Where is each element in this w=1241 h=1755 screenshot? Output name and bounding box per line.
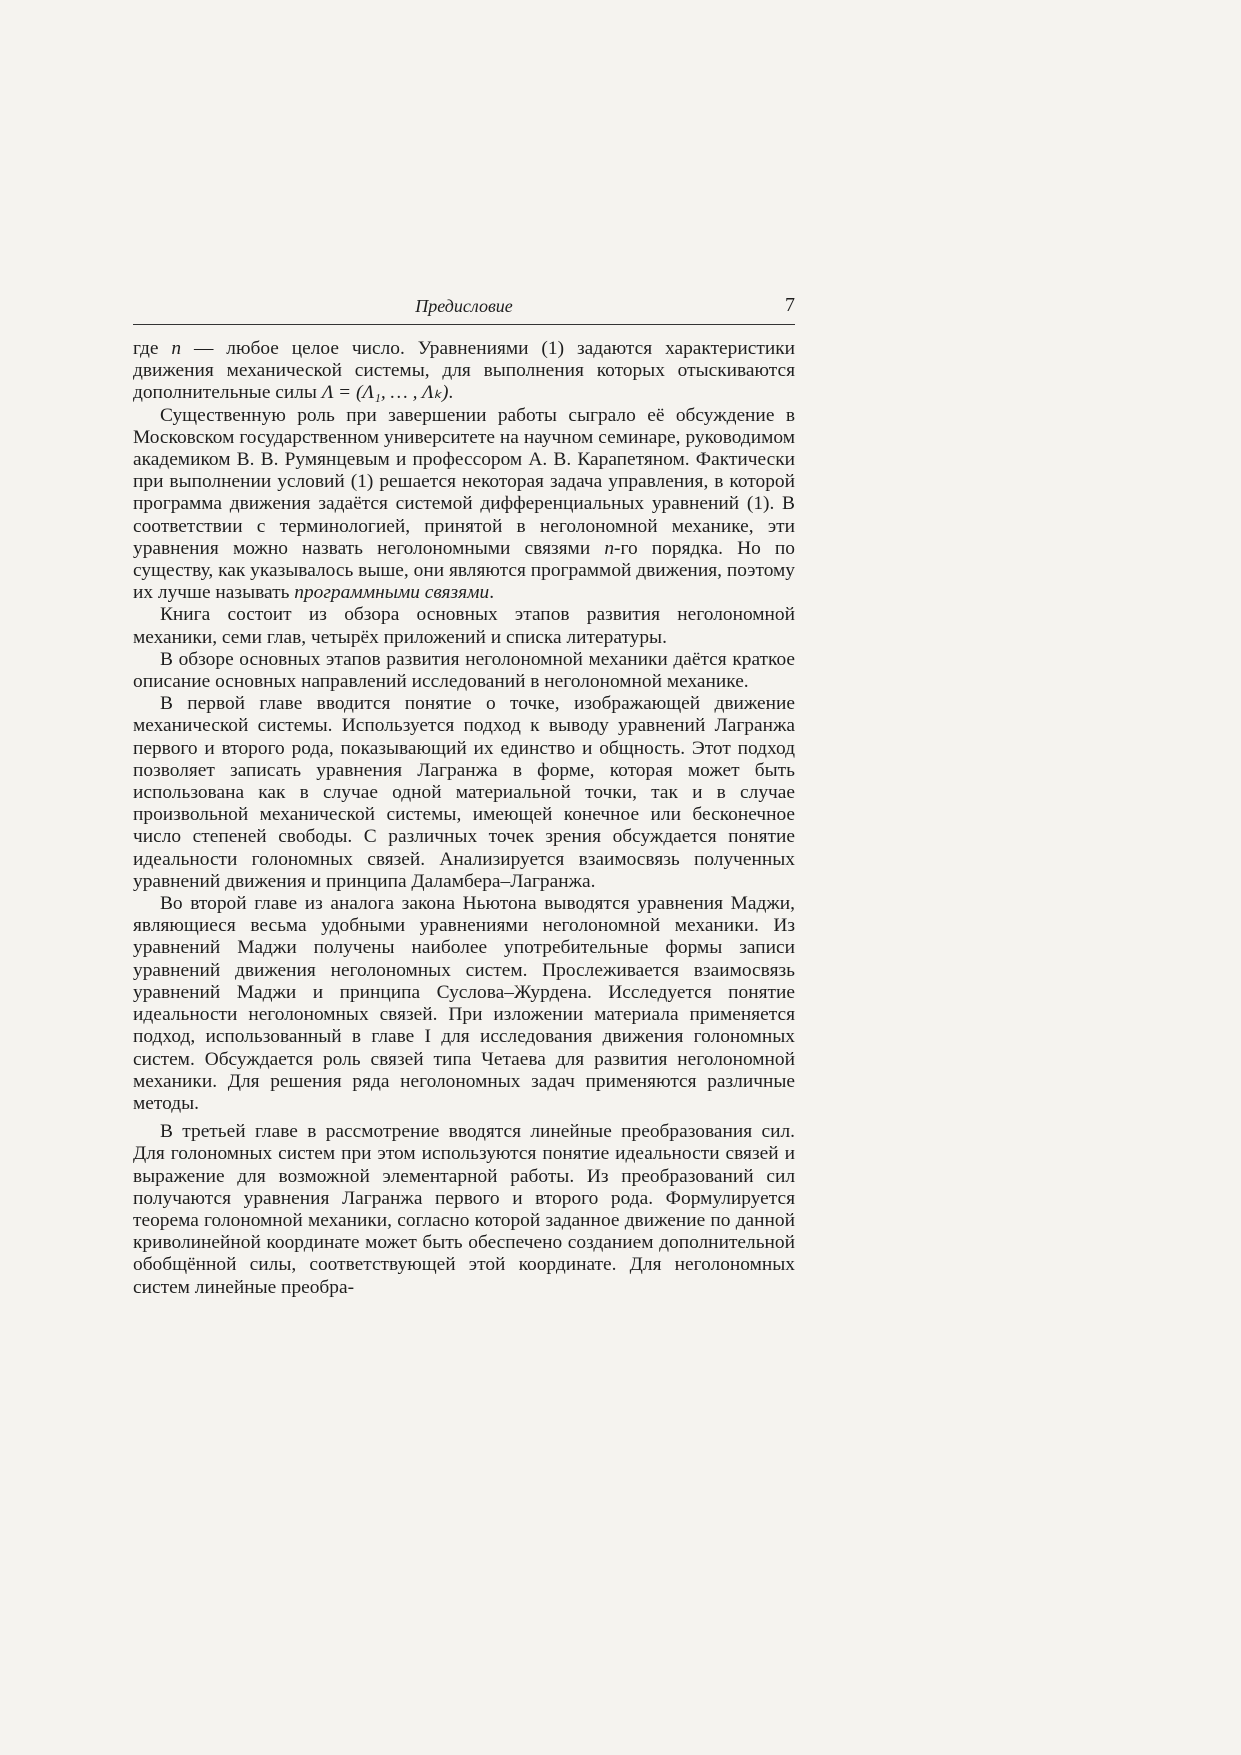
running-head xyxy=(133,290,795,325)
paragraph: В обзоре основных этапов развития неголономной механики даётся краткое описание основных направлений исследований в неголономной механике. xyxy=(133,648,795,693)
body-text xyxy=(133,338,795,1299)
page-number: 7 xyxy=(785,294,795,316)
paragraph: В третьей главе в рассмотрение вводятся линейные преобразования сил. Для голономных систем при этом используются понятие идеальности связей и выражение для возможной элементарной работы. Из преобразований сил получаются уравнения Лагранжа первого и второго рода. Формулируется теорема голономной механики, согласно которой заданное движение по данной криволинейной координате может быть обеспечено созданием дополнительной обобщённой силы, соответствующей этой координате. Для неголономных систем линейные преобра- xyxy=(133,1121,795,1298)
paragraph: где n — любое целое число. Уравнениями (1) задаются характеристики движения механической системы, для выполнения которых отыскиваются дополнительные силы Λ = (Λ₁, … , Λₖ). xyxy=(133,338,795,404)
italic-term: программными связями xyxy=(294,582,490,604)
math-expression: n xyxy=(171,338,182,359)
paragraph: Существенную роль при завершении работы сыграло её обсуждение в Московском государственном университете на научном семинаре, руководимом академиком В. В. Румянцевым и профессором А. В. Карапетяном. Фактически при выполнении условий (1) решается некоторая задача управления, в которой программа движения задаётся системой дифференциальных уравнений (1). В соответствии с терминологией, принятой в неголономной механике, эти уравнения можно назвать неголономными связями n-го порядка. Но по существу, как указывалось выше, они являются программой движения, поэтому их лучше называть программными связями. xyxy=(133,404,795,604)
paragraph: Книга состоит из обзора основных этапов развития неголономной механики, семи глав, четырёх приложений и списка литературы. xyxy=(133,604,795,648)
book-page xyxy=(133,290,795,1299)
running-title: Предисловие xyxy=(415,296,513,316)
paragraph: Во второй главе из аналога закона Ньютона выводятся уравнения Маджи, являющиеся весьма удобными уравнениями неголономной механики. Из уравнений Маджи получены наиболее употребительные формы записи уравнений движения неголономных систем. Прослеживается взаимосвязь уравнений Маджи и принципа Суслова–Журдена. Исследуется понятие идеальности неголономных связей. При изложении материала применяется подход, использованный в главе I для исследования движения голономных систем. Обсуждается роль связей типа Четаева для развития неголономной механики. Для решения ряда неголономных задач применяются различные методы. xyxy=(133,893,795,1114)
math-expression: Λ = (Λ₁, … , Λₖ) xyxy=(321,382,449,404)
math-expression: n xyxy=(604,537,615,559)
paragraph: В первой главе вводится понятие о точке, изображающей движение механической системы. Используется подход к выводу уравнений Лагранжа первого и второго рода, показывающий их единство и общность. Этот подход позволяет записать уравнения Лагранжа в форме, которая может быть использована как в случае одной материальной точки, так и в случае произвольной механической системы, имеющей конечное или бесконечное число степеней свободы. С различных точек зрения обсуждается понятие идеальности голономных связей. Анализируется взаимосвязь полученных уравнений движения и принципа Даламбера–Лагранжа. xyxy=(133,693,795,892)
